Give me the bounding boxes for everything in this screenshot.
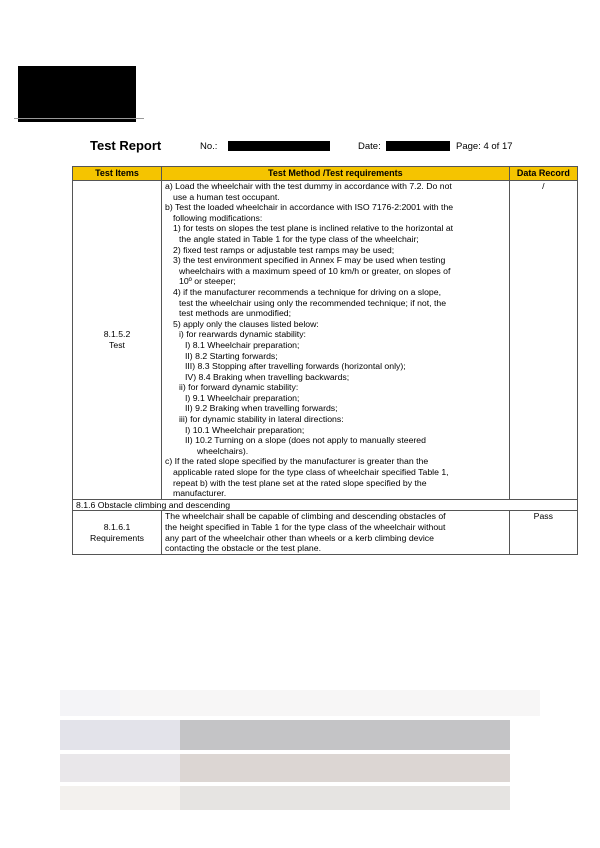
header-test-method: Test Method /Test requirements xyxy=(161,167,509,181)
method-line: test methods are unmodified; xyxy=(178,308,292,319)
method-line: 4) if the manufacturer recommends a technique for driving on a slope, xyxy=(172,286,441,297)
method-line: manufacturer. xyxy=(172,488,227,499)
method-line: any part of the wheelchair other than wheels or a kerb climbing device xyxy=(164,532,434,543)
method-line: I) 8.1 Wheelchair preparation; xyxy=(184,339,300,350)
blur-block xyxy=(180,754,510,782)
method-line: b) Test the loaded wheelchair in accordance with ISO 7176-2:2001 with the xyxy=(164,202,454,213)
row1-item-number: 8.1.5.2 xyxy=(103,329,131,340)
method-line: II) 8.2 Starting forwards; xyxy=(184,350,278,361)
method-line: II) 10.2 Turning on a slope (does not apply to manually steered xyxy=(184,435,426,446)
page-indicator: Page: 4 of 17 xyxy=(456,141,513,152)
method-line: II) 9.2 Braking when travelling forwards; xyxy=(184,403,338,414)
method-line: iii) for dynamic stability in lateral directions: xyxy=(178,414,344,425)
method-line: ii) for forward dynamic stability: xyxy=(178,382,299,393)
method-line: following modifications: xyxy=(172,212,263,223)
method-line: applicable rated slope for the type class of wheelchair specified Table 1, xyxy=(172,467,449,478)
row2-item-number: 8.1.6.1 xyxy=(103,522,131,532)
method-line: a) Load the wheelchair with the test dummy in accordance with 7.2. Do not xyxy=(164,181,452,191)
method-line: use a human test occupant. xyxy=(172,191,280,202)
report-title: Test Report xyxy=(90,138,162,153)
blur-block xyxy=(60,720,180,750)
method-line: repeat b) with the test plane set at the rated slope specified by the xyxy=(172,477,427,488)
report-header xyxy=(90,138,530,160)
method-line: 1) for tests on slopes the test plane is inclined relative to the horizontal at xyxy=(172,223,454,234)
method-line: test the wheelchair using only the recommended technique; if not, the xyxy=(178,297,447,308)
blurred-footer xyxy=(60,690,540,810)
method-line: contacting the obstacle or the test plane. xyxy=(164,543,321,554)
table-header-row xyxy=(73,167,578,181)
blur-block xyxy=(60,754,180,782)
method-line: wheelchairs with a maximum speed of 10 km/h or greater, on slopes of xyxy=(178,265,451,276)
row1-test-item xyxy=(73,181,162,500)
method-line: I) 10.1 Wheelchair preparation; xyxy=(184,424,305,435)
blur-block xyxy=(180,720,510,750)
row1-item-name: Test xyxy=(109,339,125,350)
redacted-logo xyxy=(18,66,136,122)
blur-block xyxy=(60,786,180,810)
test-report-table xyxy=(72,166,578,555)
redacted-report-number xyxy=(228,141,330,151)
row1-test-method xyxy=(161,181,509,500)
table-row xyxy=(73,511,578,554)
report-number-label: No.: xyxy=(200,141,218,152)
method-line: the angle stated in Table 1 for the type class of the wheelchair; xyxy=(178,233,419,244)
method-line: 5) apply only the clauses listed below: xyxy=(172,318,319,329)
method-line: 3) the test environment specified in Annex F may be used when testing xyxy=(172,255,446,266)
header-data-record: Data Record xyxy=(509,167,577,181)
method-line: the height specified in Table 1 for the type class of the wheelchair without xyxy=(164,522,446,532)
logo-underline xyxy=(14,118,144,119)
row1-data-record: / xyxy=(509,181,577,500)
date-label: Date: xyxy=(358,141,381,152)
blur-block xyxy=(60,690,120,716)
method-line: I) 9.1 Wheelchair preparation; xyxy=(184,392,300,403)
section-heading: 8.1.6 Obstacle climbing and descending xyxy=(73,499,578,511)
method-line: 10º or steeper; xyxy=(178,276,236,287)
row2-data-record: Pass xyxy=(509,511,577,554)
header-test-items: Test Items xyxy=(73,167,162,181)
method-line: c) If the rated slope specified by the manufacturer is greater than the xyxy=(164,456,429,467)
method-line: i) for rearwards dynamic stability: xyxy=(178,329,306,340)
blur-block xyxy=(180,786,510,810)
method-line: IV) 8.4 Braking when travelling backwards; xyxy=(184,371,350,382)
row2-test-item xyxy=(73,511,162,554)
method-line: 2) fixed test ramps or adjustable test ramps may be used; xyxy=(172,244,395,255)
method-line: III) 8.3 Stopping after travelling forwards (horizontal only); xyxy=(184,361,406,372)
redacted-date xyxy=(386,141,450,151)
section-row xyxy=(73,499,578,511)
table-row xyxy=(73,181,578,500)
method-line: wheelchairs). xyxy=(196,445,249,456)
method-line: The wheelchair shall be capable of climbing and descending obstacles of xyxy=(164,511,446,522)
blur-block xyxy=(120,690,540,716)
row2-item-name: Requirements xyxy=(89,532,145,543)
row2-test-method xyxy=(161,511,509,554)
